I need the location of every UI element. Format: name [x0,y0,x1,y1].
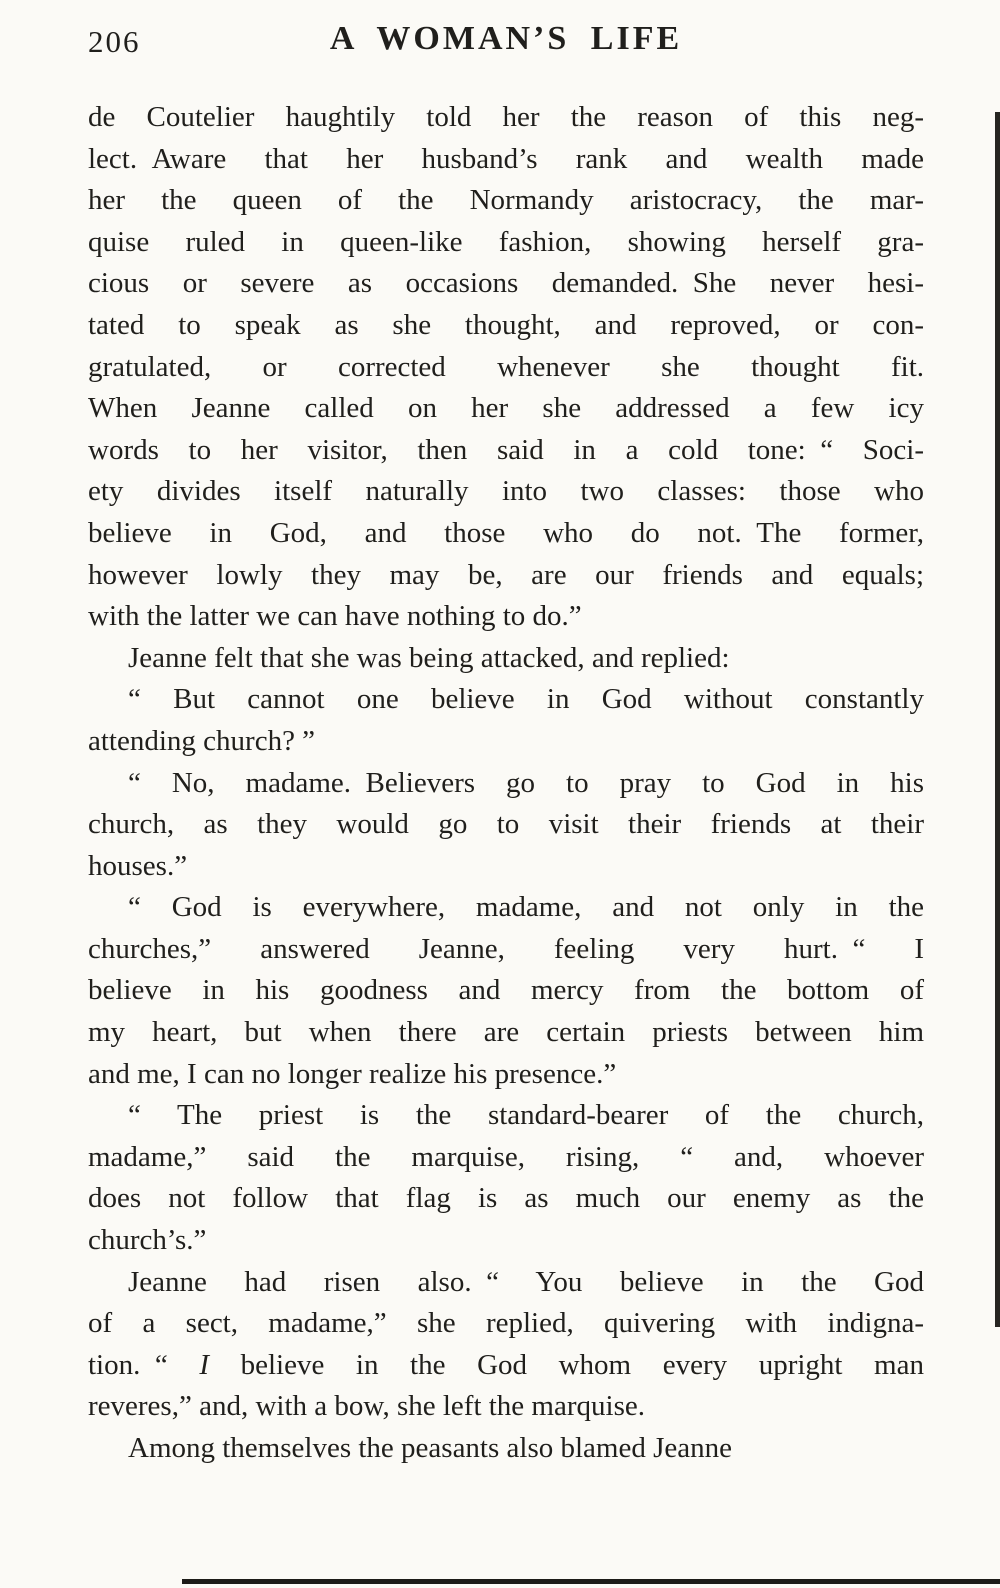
page-header [88,18,924,70]
text-line: words to her visitor, then said in a cold tone: “ Soci- [88,433,924,466]
text-line: “ No, madame. Believers go to pray to God in his [128,766,924,799]
paragraph [88,1095,924,1261]
text-line [88,1345,924,1387]
paragraph [88,763,924,888]
text-line: When Jeanne called on her she addressed a few icy [88,392,924,425]
text-line: of a sect, madame,” she replied, quivering with indigna- [88,1307,924,1340]
scan-artifact-bottom-edge [182,1579,1000,1584]
text-line: her the queen of the Normandy aristocracy, the mar- [88,184,924,217]
paragraph [88,679,924,762]
text-line: attending church? ” [88,724,316,757]
text-line: churches,” answered Jeanne, feeling very hurt. “ I [88,932,924,965]
text-line: church, as they would go to visit their friends at their [88,808,924,841]
italic-text: I [199,1348,209,1381]
text-line: my heart, but when there are certain priests between him [88,1016,924,1049]
text-line: gratulated, or corrected whenever she thought fit. [88,350,924,383]
text-line: church’s.” [88,1224,207,1257]
page-number: 206 [88,24,141,59]
page-body [88,97,924,1470]
text-line: tated to speak as she thought, and reproved, or con- [88,308,924,341]
text-line: believe in God, and those who do not. The former, [88,516,924,549]
text-line: Among themselves the peasants also blamed Jeanne [128,1432,733,1464]
text-line: lect. Aware that her husband’s rank and wealth made [88,142,924,175]
text-line: reveres,” and, with a bow, she left the marquise. [88,1390,645,1423]
text-line: however lowly they may be, are our friends and equals; [88,558,924,591]
text-line: and me, I can no longer realize his presence.” [88,1057,617,1090]
paragraph [88,887,924,1095]
text-line: cious or severe as occasions demanded. She never hesi- [88,267,924,300]
text-line: believe in his goodness and mercy from the bottom of [88,974,924,1007]
text-line: madame,” said the marquise, rising, “ and, whoever [88,1140,924,1173]
scan-artifact-right-edge [995,112,1000,1327]
text-line: does not follow that flag is as much our enemy as the [88,1182,924,1215]
paragraph [88,1262,924,1428]
text-line: quise ruled in queen-like fashion, showing herself gra- [88,225,924,258]
text-line: “ God is everywhere, madame, and not only in the [128,891,924,924]
text-line: de Coutelier haughtily told her the reason of this neg- [88,101,924,133]
text-line: with the latter we can have nothing to do.” [88,600,582,633]
text-line: houses.” [88,849,188,882]
text-segment: tion. “ [88,1348,200,1381]
paragraph [88,638,924,680]
text-line: Jeanne had risen also. “ You believe in the God [128,1265,924,1298]
running-title: A WOMAN’S LIFE [329,20,683,57]
text-line: “ The priest is the standard-bearer of the church, [128,1099,924,1132]
text-line: “ But cannot one believe in God without constantly [128,683,924,716]
text-line: ety divides itself naturally into two classes: those who [88,475,924,508]
paragraph [88,1428,924,1470]
paragraph [88,97,924,638]
text-segment: believe in the God whom every upright man [209,1348,924,1381]
text-line: Jeanne felt that she was being attacked, and replied: [128,641,730,674]
